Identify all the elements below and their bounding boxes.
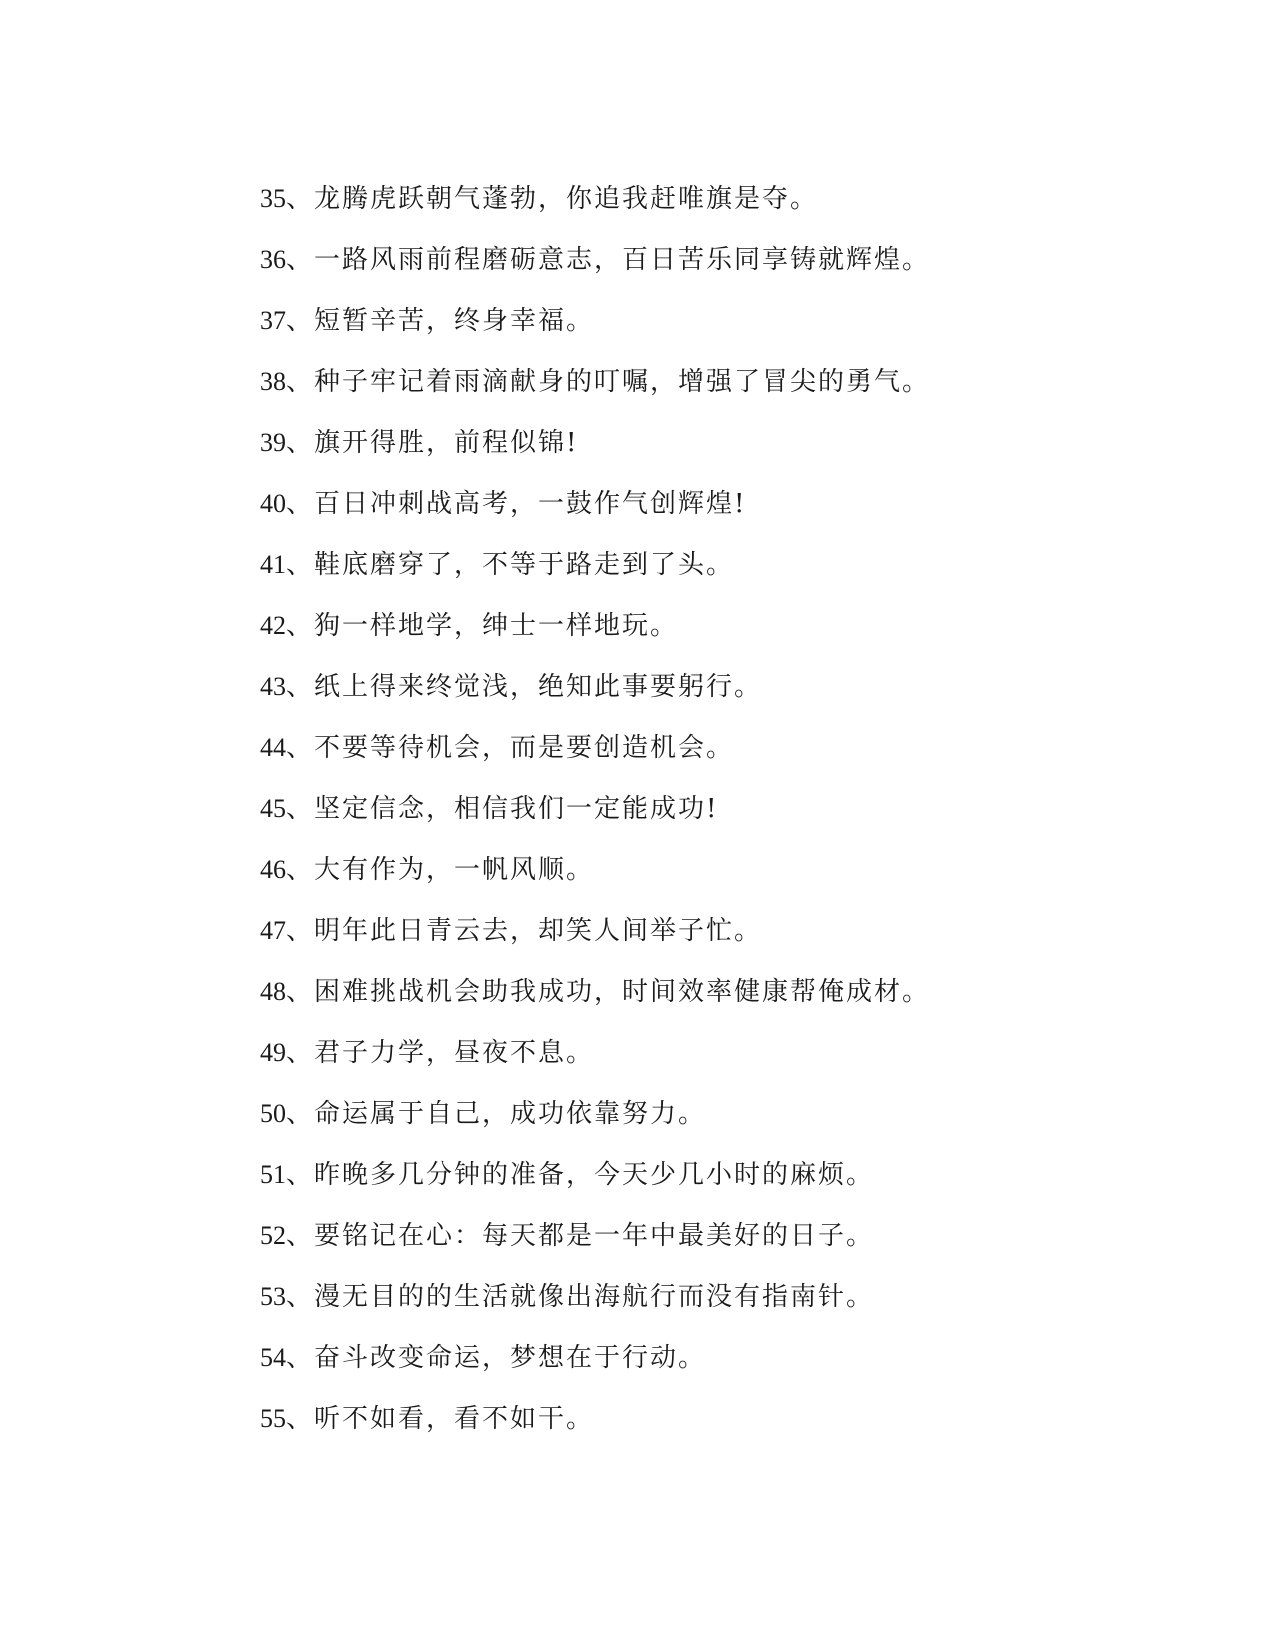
motto-separator: 、 xyxy=(286,916,315,946)
motto-line-45 xyxy=(260,778,1160,839)
motto-number: 49 xyxy=(260,1038,286,1067)
motto-line-43 xyxy=(260,656,1160,717)
motto-line-38 xyxy=(260,351,1160,412)
motto-line-50 xyxy=(260,1083,1160,1144)
motto-separator: 、 xyxy=(286,855,315,885)
motto-separator: 、 xyxy=(286,306,315,336)
motto-text: 昨晚多几分钟的准备，今天少几小时的麻烦。 xyxy=(314,1160,875,1190)
motto-number: 43 xyxy=(260,672,286,701)
motto-text: 不要等待机会，而是要创造机会。 xyxy=(314,733,735,763)
motto-separator: 、 xyxy=(286,489,315,519)
motto-line-42 xyxy=(260,595,1160,656)
motto-number: 47 xyxy=(260,916,286,945)
motto-separator: 、 xyxy=(286,550,315,580)
motto-line-52 xyxy=(260,1205,1160,1266)
motto-text: 旗开得胜，前程似锦! xyxy=(314,428,579,458)
motto-text: 纸上得来终觉浅，绝知此事要躬行。 xyxy=(314,672,763,702)
motto-list xyxy=(260,168,1160,1449)
motto-separator: 、 xyxy=(286,1343,315,1373)
motto-line-36 xyxy=(260,229,1160,290)
motto-number: 44 xyxy=(260,733,286,762)
motto-line-51 xyxy=(260,1144,1160,1205)
motto-separator: 、 xyxy=(286,367,315,397)
motto-number: 36 xyxy=(260,245,286,274)
motto-number: 52 xyxy=(260,1221,286,1250)
motto-number: 42 xyxy=(260,611,286,640)
motto-number: 45 xyxy=(260,794,286,823)
motto-number: 46 xyxy=(260,855,286,884)
motto-number: 41 xyxy=(260,550,286,579)
motto-text: 坚定信念，相信我们一定能成功! xyxy=(314,794,719,824)
motto-number: 37 xyxy=(260,306,286,335)
motto-separator: 、 xyxy=(286,611,315,641)
motto-separator: 、 xyxy=(286,1099,315,1129)
motto-separator: 、 xyxy=(286,1404,315,1434)
motto-text: 狗一样地学，绅士一样地玩。 xyxy=(314,611,679,641)
motto-number: 54 xyxy=(260,1343,286,1372)
motto-line-53 xyxy=(260,1266,1160,1327)
motto-text: 短暂辛苦，终身幸福。 xyxy=(314,306,595,336)
motto-number: 55 xyxy=(260,1404,286,1433)
motto-text: 漫无目的的生活就像出海航行而没有指南针。 xyxy=(314,1282,875,1312)
motto-number: 53 xyxy=(260,1282,286,1311)
motto-text: 要铭记在心：每天都是一年中最美好的日子。 xyxy=(314,1221,875,1251)
motto-number: 51 xyxy=(260,1160,286,1189)
motto-line-37 xyxy=(260,290,1160,351)
motto-separator: 、 xyxy=(286,733,315,763)
motto-separator: 、 xyxy=(286,794,315,824)
motto-text: 君子力学，昼夜不息。 xyxy=(314,1038,595,1068)
motto-text: 听不如看，看不如干。 xyxy=(314,1404,595,1434)
motto-text: 种子牢记着雨滴献身的叮嘱，增强了冒尖的勇气。 xyxy=(314,367,931,397)
motto-line-54 xyxy=(260,1327,1160,1388)
motto-number: 50 xyxy=(260,1099,286,1128)
motto-number: 40 xyxy=(260,489,286,518)
motto-separator: 、 xyxy=(286,428,315,458)
motto-line-49 xyxy=(260,1022,1160,1083)
motto-number: 35 xyxy=(260,184,286,213)
motto-line-47 xyxy=(260,900,1160,961)
motto-text: 鞋底磨穿了，不等于路走到了头。 xyxy=(314,550,735,580)
motto-text: 明年此日青云去，却笑人间举子忙。 xyxy=(314,916,763,946)
motto-separator: 、 xyxy=(286,245,315,275)
motto-line-55 xyxy=(260,1388,1160,1449)
motto-line-48 xyxy=(260,961,1160,1022)
motto-text: 奋斗改变命运，梦想在于行动。 xyxy=(314,1343,707,1373)
motto-line-40 xyxy=(260,473,1160,534)
motto-number: 38 xyxy=(260,367,286,396)
motto-text: 命运属于自己，成功依靠努力。 xyxy=(314,1099,707,1129)
motto-number: 48 xyxy=(260,977,286,1006)
motto-separator: 、 xyxy=(286,672,315,702)
motto-text: 困难挑战机会助我成功，时间效率健康帮俺成材。 xyxy=(314,977,931,1007)
motto-separator: 、 xyxy=(286,1038,315,1068)
motto-line-39 xyxy=(260,412,1160,473)
motto-text: 百日冲刺战高考，一鼓作气创辉煌! xyxy=(314,489,747,519)
motto-number: 39 xyxy=(260,428,286,457)
motto-line-41 xyxy=(260,534,1160,595)
motto-separator: 、 xyxy=(286,1160,315,1190)
motto-separator: 、 xyxy=(286,977,315,1007)
motto-text: 大有作为，一帆风顺。 xyxy=(314,855,595,885)
motto-line-44 xyxy=(260,717,1160,778)
motto-line-35 xyxy=(260,168,1160,229)
motto-separator: 、 xyxy=(286,1282,315,1312)
motto-separator: 、 xyxy=(286,1221,315,1251)
motto-line-46 xyxy=(260,839,1160,900)
motto-separator: 、 xyxy=(286,184,315,214)
motto-text: 龙腾虎跃朝气蓬勃，你追我赶唯旗是夺。 xyxy=(314,184,819,214)
motto-text: 一路风雨前程磨砺意志，百日苦乐同享铸就辉煌。 xyxy=(314,245,931,275)
